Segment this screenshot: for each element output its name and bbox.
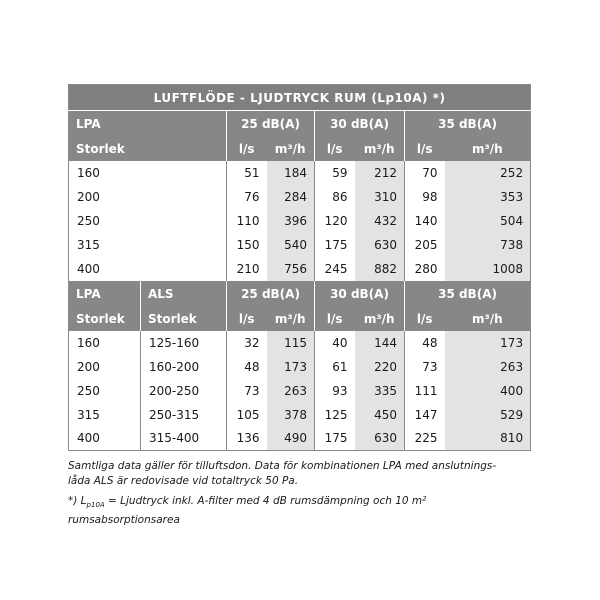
m3h-value: 400 — [445, 379, 531, 403]
footnote-text: = Ljudtryck inkl. A-filter med 4 dB rumsdämpning och 10 m² rumsabsorptionsarea — [68, 495, 427, 527]
table-row — [69, 403, 531, 427]
table-body — [69, 85, 531, 451]
ls-value: 110 — [227, 209, 267, 233]
als-size-cell: 160-200 — [141, 355, 227, 379]
m3h-value: 396 — [267, 209, 315, 233]
unit-header: l/s — [315, 307, 355, 331]
m3h-value: 1008 — [445, 257, 531, 281]
lpa-size-cell: 315 — [69, 403, 141, 427]
table-row — [69, 209, 531, 233]
lpa-size-label: Storlek — [69, 137, 227, 161]
lpa-size-cell: 200 — [69, 185, 227, 209]
table-row — [69, 185, 531, 209]
m3h-value: 738 — [445, 233, 531, 257]
note-line-2: låda ALS är redovisade vid totaltryck 50 Pa. — [68, 475, 299, 487]
ls-value: 98 — [405, 185, 445, 209]
table-row — [69, 379, 531, 403]
level-header-1: 25 dB(A) — [227, 111, 315, 137]
ls-value: 51 — [227, 161, 267, 185]
lpa-size-label: Storlek — [69, 307, 141, 331]
unit-header: m³/h — [445, 307, 531, 331]
data-sheet — [68, 84, 530, 528]
ls-value: 76 — [227, 185, 267, 209]
unit-header: m³/h — [267, 137, 315, 161]
ls-value: 86 — [315, 185, 355, 209]
m3h-value: 810 — [445, 427, 531, 451]
ls-value: 93 — [315, 379, 355, 403]
m3h-value: 184 — [267, 161, 315, 185]
lpa-label: LPA — [69, 111, 227, 137]
footnote — [68, 494, 530, 528]
level-header-2: 30 dB(A) — [315, 281, 405, 307]
m3h-value: 540 — [267, 233, 315, 257]
m3h-value: 378 — [267, 403, 315, 427]
table-title: LUFTFLÖDE - LJUDTRYCK RUM (Lp10A) *) — [69, 85, 531, 111]
m3h-value: 115 — [267, 331, 315, 355]
unit-header: m³/h — [267, 307, 315, 331]
ls-value: 111 — [405, 379, 445, 403]
ls-value: 105 — [227, 403, 267, 427]
unit-header: l/s — [227, 307, 267, 331]
ls-value: 136 — [227, 427, 267, 451]
footnote-prefix: *) L — [68, 495, 87, 507]
table-row — [69, 257, 531, 281]
ls-value: 175 — [315, 233, 355, 257]
level-header-2: 30 dB(A) — [315, 111, 405, 137]
lpa-size-cell: 250 — [69, 209, 227, 233]
m3h-value: 173 — [267, 355, 315, 379]
ls-value: 73 — [227, 379, 267, 403]
ls-value: 175 — [315, 427, 355, 451]
ls-value: 210 — [227, 257, 267, 281]
lpa-size-cell: 200 — [69, 355, 141, 379]
ls-value: 147 — [405, 403, 445, 427]
ls-value: 32 — [227, 331, 267, 355]
ls-value: 280 — [405, 257, 445, 281]
ls-value: 225 — [405, 427, 445, 451]
als-size-cell: 125-160 — [141, 331, 227, 355]
unit-header: l/s — [405, 307, 445, 331]
ls-value: 73 — [405, 355, 445, 379]
lpa-size-cell: 400 — [69, 257, 227, 281]
m3h-value: 212 — [355, 161, 405, 185]
ls-value: 125 — [315, 403, 355, 427]
m3h-value: 144 — [355, 331, 405, 355]
ls-value: 245 — [315, 257, 355, 281]
als-size-cell: 250-315 — [141, 403, 227, 427]
level-header-3: 35 dB(A) — [405, 111, 531, 137]
m3h-value: 252 — [445, 161, 531, 185]
ls-value: 205 — [405, 233, 445, 257]
unit-header: m³/h — [445, 137, 531, 161]
lpa-label: LPA — [69, 281, 141, 307]
unit-header: l/s — [315, 137, 355, 161]
table-row — [69, 161, 531, 185]
m3h-value: 529 — [445, 403, 531, 427]
m3h-value: 882 — [355, 257, 405, 281]
als-size-cell: 315-400 — [141, 427, 227, 451]
m3h-value: 263 — [267, 379, 315, 403]
als-size-label: Storlek — [141, 307, 227, 331]
m3h-value: 504 — [445, 209, 531, 233]
note-line-1: Samtliga data gäller för tilluftsdon. Data för kombinationen LPA med anslutnings- — [68, 460, 497, 472]
lpa-size-cell: 400 — [69, 427, 141, 451]
unit-header: m³/h — [355, 137, 405, 161]
als-label: ALS — [141, 281, 227, 307]
ls-value: 48 — [405, 331, 445, 355]
lpa-size-cell: 250 — [69, 379, 141, 403]
ls-value: 120 — [315, 209, 355, 233]
m3h-value: 630 — [355, 427, 405, 451]
unit-header: m³/h — [355, 307, 405, 331]
als-size-cell: 200-250 — [141, 379, 227, 403]
m3h-value: 220 — [355, 355, 405, 379]
unit-header: l/s — [405, 137, 445, 161]
level-header-3: 35 dB(A) — [405, 281, 531, 307]
m3h-value: 284 — [267, 185, 315, 209]
m3h-value: 263 — [445, 355, 531, 379]
m3h-value: 335 — [355, 379, 405, 403]
table-row — [69, 331, 531, 355]
notes — [68, 459, 530, 528]
table-row — [69, 355, 531, 379]
ls-value: 61 — [315, 355, 355, 379]
ls-value: 150 — [227, 233, 267, 257]
ls-value: 59 — [315, 161, 355, 185]
m3h-value: 310 — [355, 185, 405, 209]
m3h-value: 490 — [267, 427, 315, 451]
m3h-value: 630 — [355, 233, 405, 257]
table-row — [69, 427, 531, 451]
lpa-size-cell: 315 — [69, 233, 227, 257]
table-row — [69, 233, 531, 257]
level-header-1: 25 dB(A) — [227, 281, 315, 307]
ls-value: 140 — [405, 209, 445, 233]
airflow-sound-table — [68, 84, 531, 451]
m3h-value: 353 — [445, 185, 531, 209]
m3h-value: 756 — [267, 257, 315, 281]
m3h-value: 432 — [355, 209, 405, 233]
lpa-size-cell: 160 — [69, 331, 141, 355]
ls-value: 48 — [227, 355, 267, 379]
footnote-subscript: p10A — [86, 501, 105, 510]
ls-value: 70 — [405, 161, 445, 185]
ls-value: 40 — [315, 331, 355, 355]
m3h-value: 450 — [355, 403, 405, 427]
m3h-value: 173 — [445, 331, 531, 355]
lpa-size-cell: 160 — [69, 161, 227, 185]
unit-header: l/s — [227, 137, 267, 161]
